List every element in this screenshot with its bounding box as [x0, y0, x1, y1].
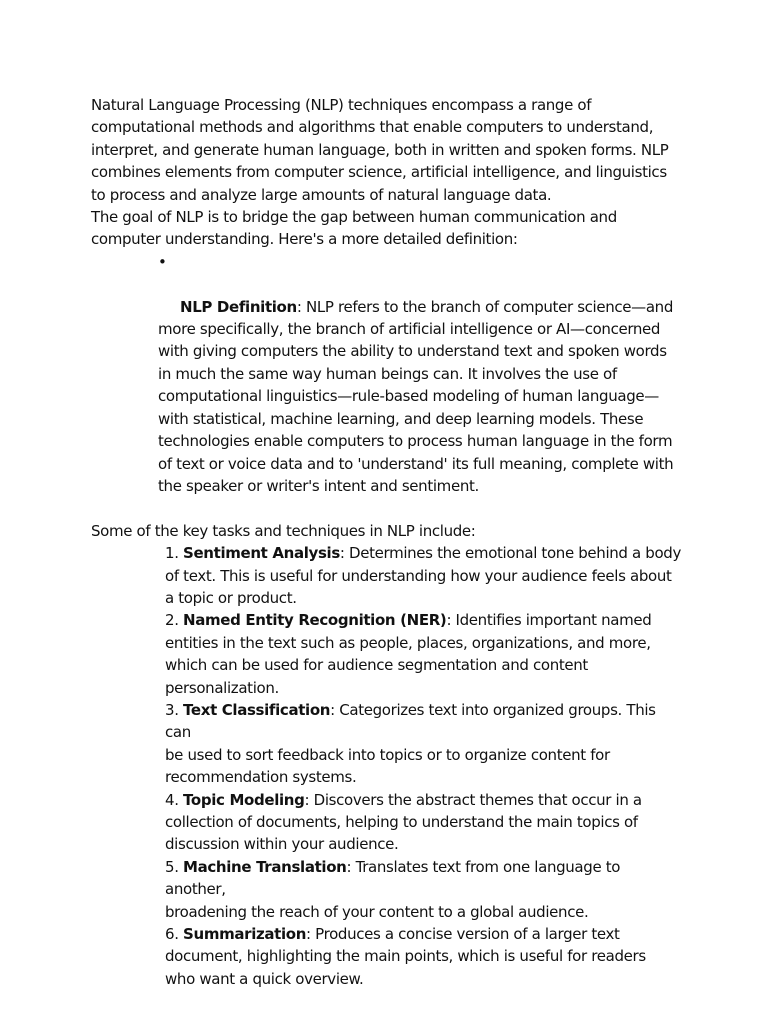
- list-item-term: Named Entity Recognition (NER): [183, 611, 447, 630]
- key-tasks-intro: Some of the key tasks and techniques in NLP include:: [91, 521, 476, 540]
- list-item-text: : Discovers the abstract themes that occur in a collection of documents, helping to understand the main topics of discussion within your audience.: [165, 790, 642, 854]
- list-item: [165, 699, 685, 789]
- definition-bullet-item: [158, 251, 678, 520]
- list-item: [165, 789, 685, 856]
- list-item-term: Summarization: [183, 925, 307, 944]
- list-item-term: Sentiment Analysis: [183, 544, 340, 563]
- list-item-number: 4.: [165, 790, 184, 809]
- definition-term: NLP Definition: [180, 297, 297, 316]
- document-body: [91, 94, 691, 990]
- list-item: [165, 923, 685, 990]
- list-item-term: Machine Translation: [183, 857, 347, 876]
- list-item-number: 2.: [165, 611, 184, 630]
- list-item-term: Topic Modeling: [183, 790, 305, 809]
- list-item-text: : Identifies important named entities in the text such as people, places, organizations, and more, which can be used for audience segmentation and content personalization.: [165, 611, 652, 697]
- list-item-text: : Categorizes text into organized groups. This can be used to sort feedback into topics or to organize content for recommendation systems.: [165, 700, 656, 787]
- list-item-number: 1.: [165, 544, 184, 563]
- goal-paragraph: The goal of NLP is to bridge the gap between human communication and computer understanding. Here's a more detailed definition:: [91, 208, 617, 249]
- tasks-list: [165, 542, 685, 990]
- list-item-number: 3.: [165, 700, 184, 719]
- definition-text-block: [158, 296, 678, 498]
- list-item-text: : Determines the emotional tone behind a body of text. This is useful for understanding how your audience feels about a topic or product.: [165, 544, 681, 607]
- bullet-icon: •: [158, 252, 167, 271]
- list-item: [165, 609, 685, 699]
- list-item: [165, 856, 685, 923]
- list-item-text: : Translates text from one language to another, broadening the reach of your content to a global audience.: [165, 857, 621, 921]
- list-item: [165, 542, 685, 609]
- definition-text: : NLP refers to the branch of computer science—and more specifically, the branch of artificial intelligence or AI—concerned with giving computers the ability to understand text and spoken words in much the same way human beings can. It involves the use of computational linguistics—rule-based modeling of human language— with statistical, machine learning, and deep learning models. These technologies enable computers to process human language in the form of text or voice data and to 'understand' its full meaning, complete with the speaker or writer's intent and sentiment.: [158, 297, 674, 495]
- list-item-number: 5.: [165, 857, 184, 876]
- intro-paragraph: Natural Language Processing (NLP) techniques encompass a range of computational methods and algorithms that enable computers to understand, interpret, and generate human language, both in written and spoken forms. NLP combines elements from computer science, artificial intelligence, and linguistics to process and analyze large amounts of natural language data.: [91, 96, 669, 204]
- list-item-number: 6.: [165, 925, 184, 944]
- list-item-term: Text Classification: [183, 700, 331, 719]
- list-item-text: : Produces a concise version of a larger text document, highlighting the main points, which is useful for readers who want a quick overview.: [165, 925, 646, 988]
